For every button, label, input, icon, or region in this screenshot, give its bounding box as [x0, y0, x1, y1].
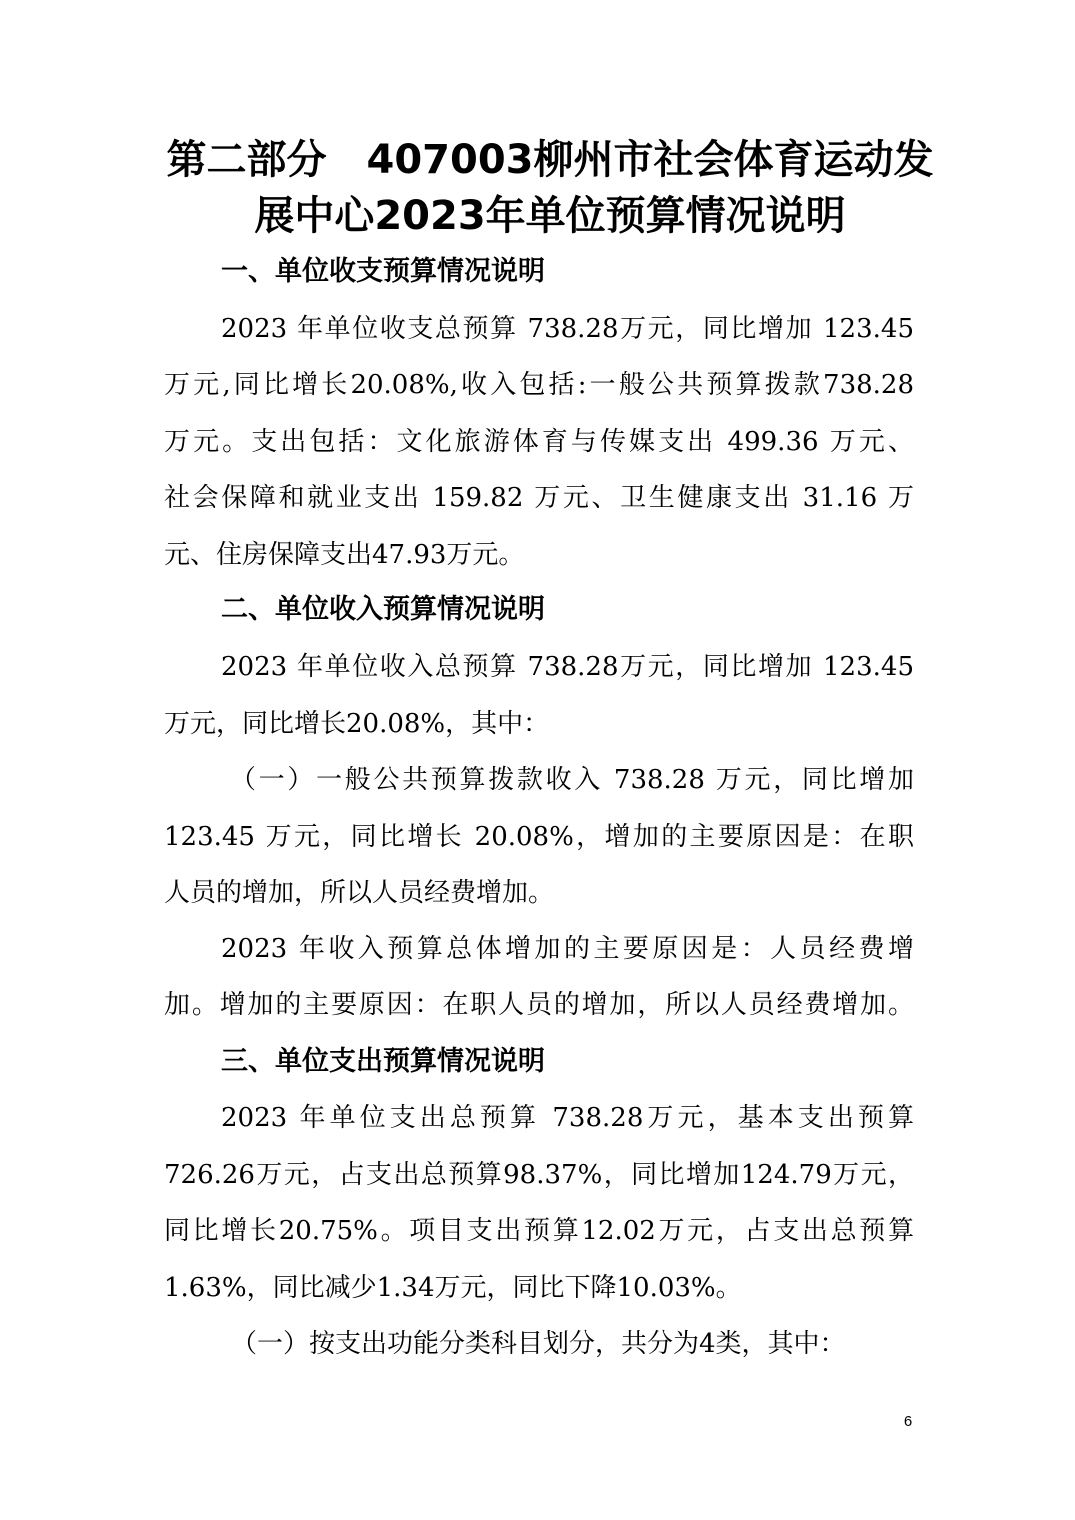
paragraph-line: （一）按支出功能分类科目划分，共分为4类，其中：	[231, 1329, 846, 1359]
section-heading-income-expense: 一、单位收支预算情况说明	[221, 256, 545, 287]
paragraph-line: 2023 年单位收支总预算 738.28万元，同比增加 123.45	[221, 314, 914, 344]
document-title-line-2: 展中心2023年单位预算情况说明	[254, 193, 846, 239]
section-heading-income: 二、单位收入预算情况说明	[221, 594, 545, 625]
paragraph-line: 万元。支出包括：文化旅游体育与传媒支出 499.36 万元、	[164, 427, 914, 457]
paragraph-line: 2023 年收入预算总体增加的主要原因是：人员经费增	[221, 934, 914, 964]
paragraph-line: 726.26万元，占支出总预算98.37%，同比增加124.79万元，	[164, 1160, 914, 1190]
paragraph-line: （一）一般公共预算拨款收入 738.28 万元，同比增加	[230, 765, 914, 795]
paragraph-line: 元、住房保障支出47.93万元。	[164, 540, 525, 570]
paragraph-line: 1.63%，同比减少1.34万元，同比下降10.03%。	[164, 1273, 742, 1303]
paragraph-line: 万元,同比增长20.08%,收入包括:一般公共预算拨款738.28	[164, 370, 914, 400]
paragraph-line: 万元，同比增长20.08%，其中：	[164, 709, 550, 739]
section-heading-expense: 三、单位支出预算情况说明	[221, 1046, 545, 1077]
paragraph-line: 2023 年单位收入总预算 738.28万元，同比增加 123.45	[221, 652, 914, 682]
paragraph-line: 人员的增加，所以人员经费增加。	[164, 878, 555, 908]
page-number: 6	[903, 1413, 913, 1430]
paragraph-line: 同比增长20.75%。项目支出预算12.02万元，占支出总预算	[164, 1216, 914, 1246]
paragraph-line: 123.45 万元，同比增长 20.08%，增加的主要原因是：在职	[164, 822, 914, 852]
document-title-line-1: 第二部分 407003柳州市社会体育运动发	[166, 137, 934, 183]
paragraph-line: 2023 年单位支出总预算 738.28万元，基本支出预算	[221, 1103, 914, 1133]
paragraph-line: 社会保障和就业支出 159.82 万元、卫生健康支出 31.16 万	[164, 483, 914, 513]
paragraph-line: 加。增加的主要原因：在职人员的增加，所以人员经费增加。	[164, 990, 914, 1020]
